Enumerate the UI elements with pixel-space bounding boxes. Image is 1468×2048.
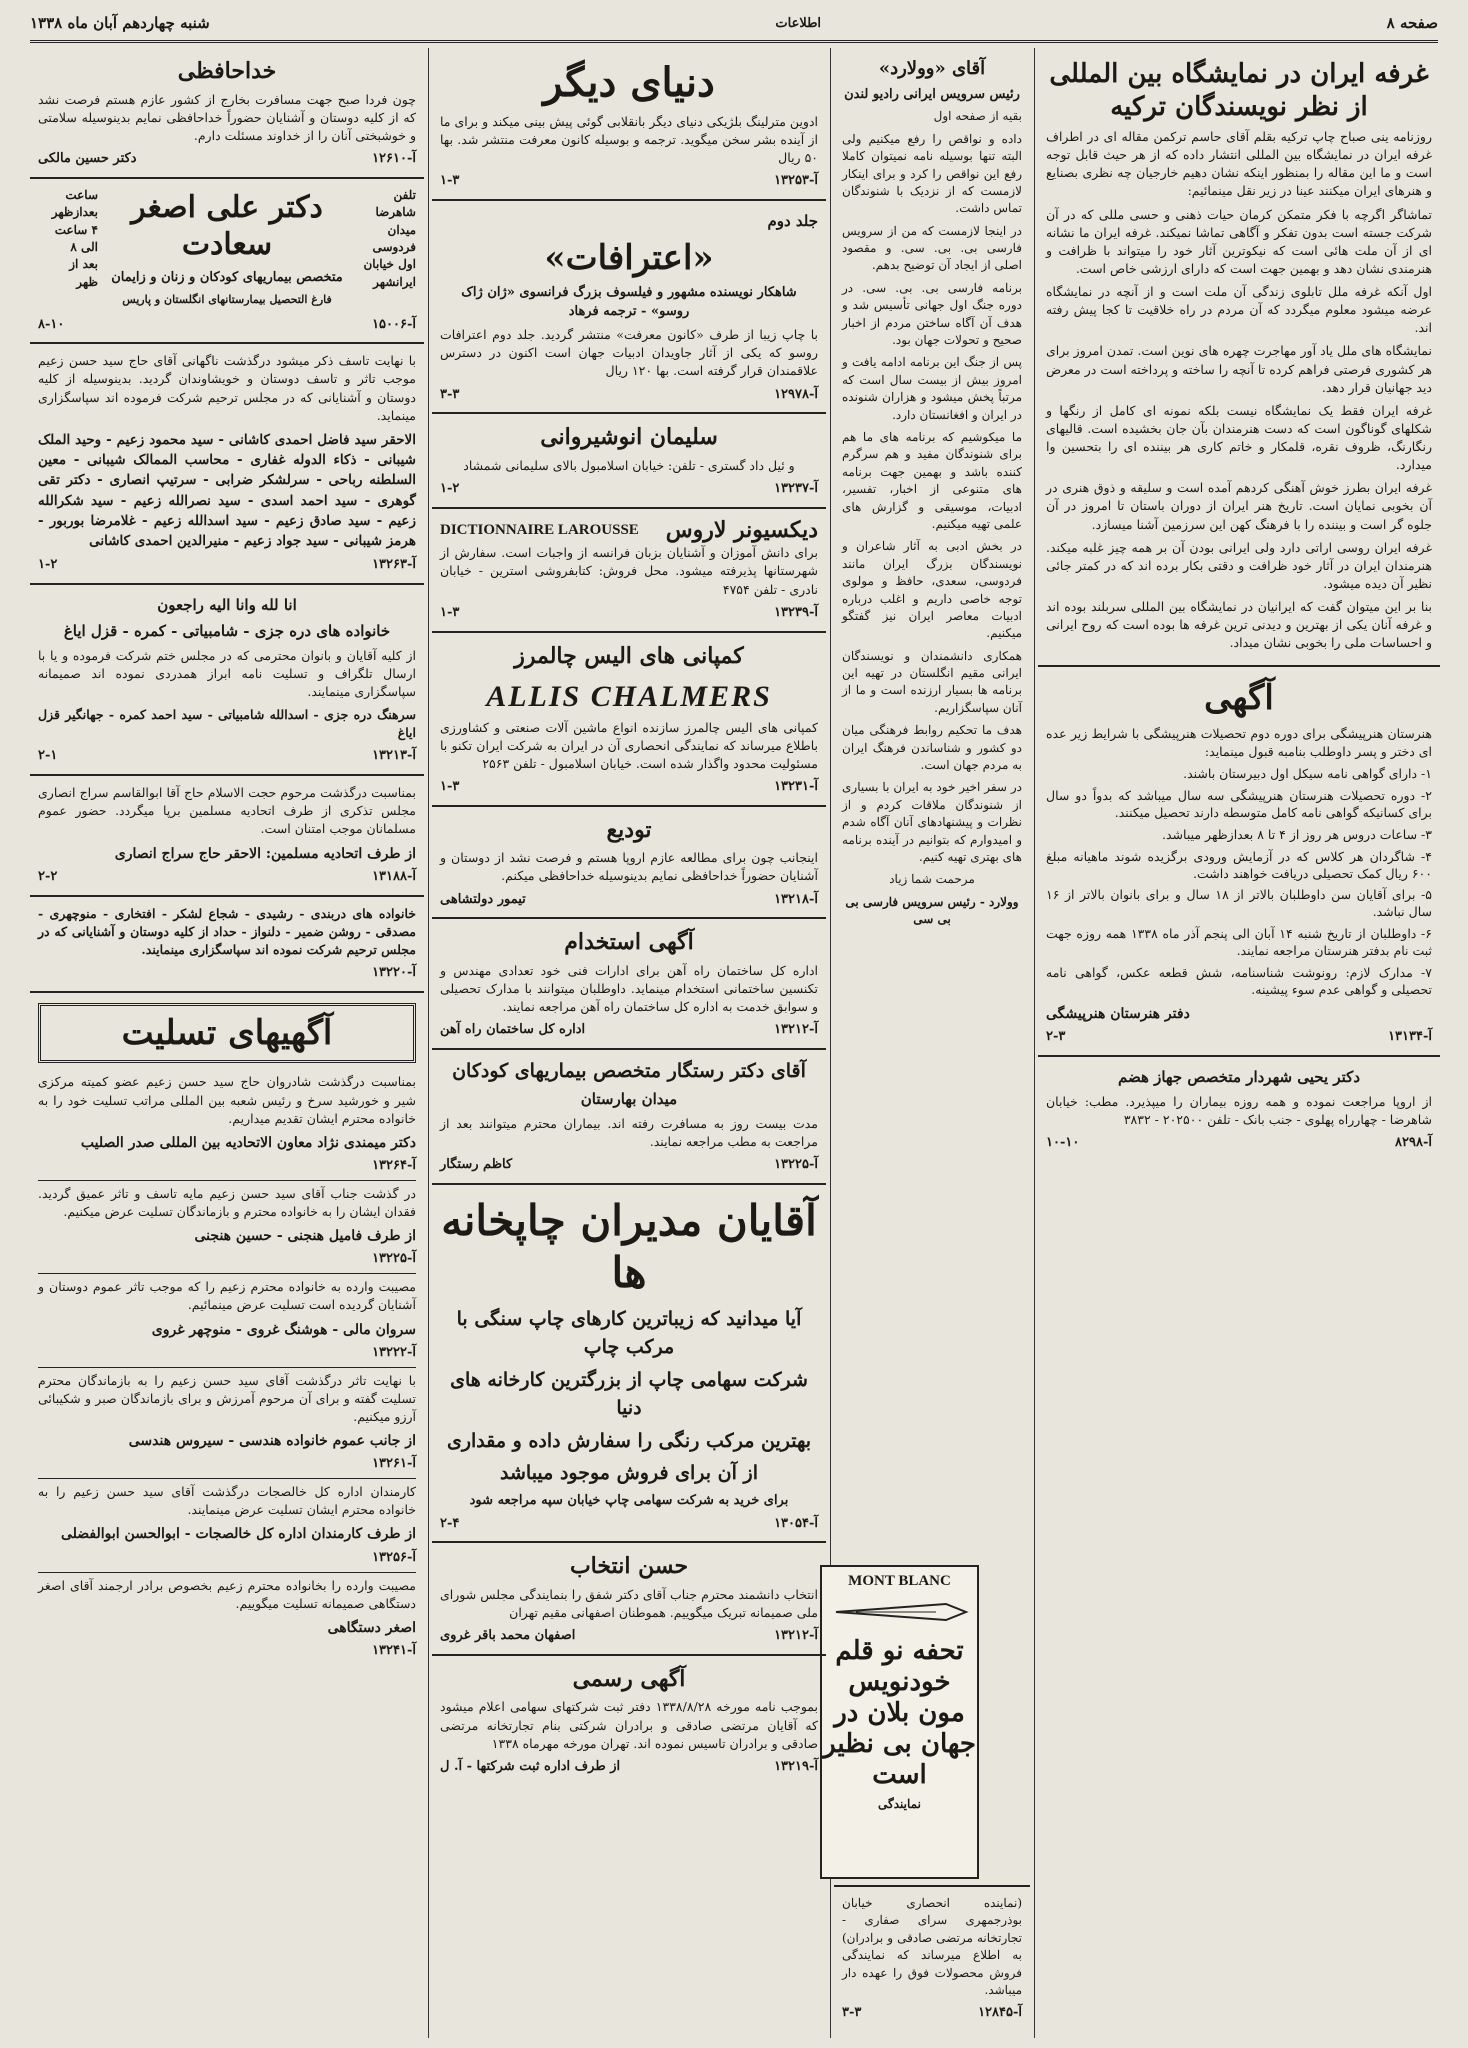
ad-code-row: [440, 172, 818, 191]
ad-body: خانواده های دربندی - رشیدی - شجاع لشکر - افتخاری - منوچهری - مصدقی - روشن ضمیر - دلنواز - حداد از کلیه دوستان و آشنایانی که در مجلس ترحیم شرکت نموده اند سپاسگزاری مینمایند.: [38, 905, 416, 957]
ad-code-row: [38, 868, 416, 887]
ad-code-row: [440, 604, 818, 623]
ad-title: دنیای دیگر: [543, 59, 715, 106]
info-line: شاهرضا: [375, 205, 416, 220]
ad-other-world: [432, 48, 826, 201]
ad-title: آقایان مدیران چاپخانه ها: [441, 1195, 817, 1298]
newspaper-name: اطلاعات: [775, 15, 822, 31]
ad-title: انا لله وانا الیه راجعون: [157, 596, 297, 615]
condolence-item: [38, 1274, 416, 1367]
ad-code-row: [38, 1157, 416, 1176]
condolence-signature: اصغر دستگاهی: [327, 1619, 416, 1636]
ad-body: با چاپ زیبا از طرف «کانون معرفت» منتشر گردید. جلد دوم اعترافات روسو که یکی از آثار جاویدان ادبیات جهان است اکنون در دسترس علاقمندان قرار گرفته است. بها ۱۲۰ ریال: [440, 327, 818, 379]
ad-body: بموجب نامه مورخه ۱۳۳۸/۸/۲۸ دفتر ثبت شرکتهای سهامی اعلام میشود که آقایان مرتضی صادقی و برادران شرکتی بنام تجارتخانه مرتضی صادقی و برادران تاسیس نموده اند. تهران مورخه مهرماه ۱۳۳۸: [440, 1699, 818, 1751]
article-paragraph: بنا بر این میتوان گفت که ایرانیان در نمایشگاه بین المللی سربلند بوده اند و غرفه آنان یکی از بهترین و دیدنی ترین غرفه ها بوده است که روح ایرانی و احساسات ملی را بخوبی نشان میداد.: [1046, 599, 1432, 651]
ad-allis-chalmers: [432, 633, 826, 807]
ad-title: سلیمان انوشیروانی: [540, 424, 718, 451]
article-paragraph: در اینجا لازمست که من از سرویس فارسی بی. بی. سی. و مقصود اصلی از ایجاد آن توضیح بدهم.: [842, 223, 1022, 273]
ad-ref: ۱-۳: [440, 778, 460, 794]
ad-farewell: [432, 807, 826, 920]
ad-signature: تیمور دولتشاهی: [440, 891, 526, 907]
ad-code: آ-۱۳۲۱۸: [774, 891, 818, 907]
ad-code-row: [440, 1515, 818, 1534]
ad-code-row: [440, 1627, 818, 1646]
doctor-name: دکتر یحیی شهردار متخصص جهاز هضم: [1118, 1067, 1360, 1086]
article-paragraph: غرفه ایران بطرز خوش آهنگی کردهم آمده است و سلیقه و ذوق هنری در آن بخوبی نمایان است. تاریخ هنر ایران از دوران باستان تا امروز در آن جلوه گر است و بیننده را با فرهنگ کهن این سرزمین آشنا میسازد.: [1046, 480, 1432, 532]
article-paragraph: بقیه از صفحه اول: [933, 109, 1022, 124]
ad-body: چون فردا صبح جهت مسافرت بخارج از کشور عازم هستم فرصت نشد که از کلیه دوستان و آشنایان حضوراً خداحافظی نمایم بدینوسیله سلامتی و خوشبختی آنان را از خداوند مسئلت دارم.: [38, 91, 416, 143]
article-closing: مرحمت شما زیاد: [889, 872, 975, 887]
ad-intro: هنرستان هنرپیشگی برای دوره دوم تحصیلات هنرپیشگی با شرایط زیر عده ای دختر و پسر داوطلب بنامبه قبول مینماید:: [1046, 725, 1432, 759]
ad-item: ۱- دارای گواهی نامه سیکل اول دبیرستان باشند.: [1183, 766, 1432, 782]
doctor-specialty: متخصص بیماریهای کودکان و زنان و زایمان: [111, 269, 343, 285]
ad-ref: ۱۰-۱۰: [1046, 1134, 1080, 1150]
section-title: آگهیهای تسلیت: [121, 1012, 333, 1053]
ad-title: آگهی: [1204, 678, 1274, 719]
ad-title: حسن انتخاب: [569, 1553, 689, 1580]
ad-doctor-saadat: [30, 179, 424, 345]
ad-larousse: [432, 509, 826, 633]
issue-date: شنبه چهاردهم آبان ماه ۱۳۳۸: [30, 14, 210, 32]
info-line: ایرانشهر: [373, 274, 416, 289]
ad-code-row: [38, 1344, 416, 1363]
ad-mourning-families: [30, 585, 424, 776]
column-3: [432, 48, 826, 2038]
condolence-item: [38, 1181, 416, 1274]
ad-families-thanks: [30, 897, 424, 993]
ad-code: آ-۱۳۲۴۱: [372, 1643, 416, 1659]
ad-item: ۷- مدارک لازم: رونوشت شناسنامه، شش قطعه عکس، گواهی نامه تحصیلی و گواهی عدم سوء پیشینه.: [1046, 964, 1432, 997]
article-title: آقای «وولارد»: [878, 58, 986, 79]
ad-title-latin: ALLIS CHALMERS: [486, 680, 772, 714]
ad-code-row: [440, 891, 818, 910]
ad-line: بهترین مرکب رنگی را سفارش داده و مقداری: [446, 1429, 812, 1452]
ad-ref: ۲-۴: [440, 1515, 460, 1531]
ad-title: تودیع: [606, 816, 652, 843]
ad-ref: ۳-۳: [842, 2005, 862, 2021]
ad-code-row: [440, 386, 818, 405]
ad-agency-box: [834, 1885, 1030, 2031]
doctor-subtitle: فارغ التحصیل بیمارستانهای انگلستان و پاریس: [122, 292, 332, 306]
article-paragraph: غرفه ایران روسی اراتی دارد ولی ایرانی بودن آن بر همه چیز غلبه میکند. هنرمندان ایران در آثار خود ظرافت و دقتی بکار برده اند که در کمتر جائی نظیر آن دیده میشود.: [1046, 539, 1432, 591]
ad-code-row: [38, 1642, 416, 1661]
info-line: ظهر: [76, 274, 98, 289]
ad-code: آ-۱۳۲۱۲: [774, 1628, 818, 1644]
ad-ref: ۳-۳: [440, 386, 460, 402]
ad-code: آ-۱۳۲۱۲: [774, 1022, 818, 1038]
ad-acting-school: [1038, 667, 1440, 1056]
ad-code-row: [440, 1156, 818, 1175]
condolence-header: [38, 1003, 416, 1064]
article-subtitle: رئیس سرویس ایرانی رادیو لندن: [844, 86, 1020, 102]
ad-line: از آن برای فروش موجود میباشد: [500, 1462, 758, 1485]
article-paragraph: پس از جنگ این برنامه ادامه یافت و امروز بیش از بیست سال است که مرتباً پخش میشود و هزاران شنونده در ایران و افغانستان دارد.: [842, 355, 1022, 422]
pen-slogan: تحفه نو قلم خودنویس مون بلان در جهان بی نظیر است: [823, 1635, 976, 1791]
ad-title: آقای دکتر رستگار متخصص بیماریهای کودکان: [452, 1060, 806, 1083]
condolence-body: مصیبت وارده را بخانواده محترم زعیم بخصوص برادر ارجمند آقای اصغر دستگاهی صمیمانه تسلیت میگوییم.: [38, 1577, 416, 1611]
ad-hiring: [432, 919, 826, 1050]
ad-code: آ-۱۲۹۷۸: [774, 386, 818, 402]
info-line: بعد از: [69, 257, 98, 272]
ad-ref: ۸-۱۰: [38, 316, 65, 332]
ad-code-row: [38, 1455, 416, 1474]
ad-code: آ-۱۳۱۳۴: [1388, 1028, 1432, 1044]
ad-code: آ-۱۲۸۴۵: [978, 2005, 1022, 2021]
column-4: [30, 48, 424, 2038]
ad-title: «اعترافات»: [544, 237, 714, 278]
ad-item: ۶- داوطلبان از تاریخ شنبه ۱۴ آبان الی پنجم آذر ماه ۱۳۳۸ همه روزه جهت ثبت نام بدفتر هنرستان مراجعه نمایند.: [1046, 926, 1432, 958]
ad-code-row: [38, 1250, 416, 1269]
ad-body: از کلیه آقایان و بانوان محترمی که در مجلس ختم شرکت فرموده و یا با ارسال تلگراف و تسلیت نامه ابراز همدردی نموده اند صمیمانه سپاسگزاری مینمایند.: [38, 647, 416, 699]
ad-volume: جلد دوم: [767, 212, 818, 231]
ad-body: بمناسبت درگذشت مرحوم حجت الاسلام حاج آقا ابوالقاسم سراج انصاری مجلس تذکری از طرف اتحادیه مسلمین برپا میگردد. حضور عموم مسلمانان موجب امتنان است.: [38, 785, 416, 837]
article-exhibit: [1038, 48, 1440, 667]
condolence-signature: از طرف کارمندان اداره کل خالصجات - ابوالحسن ابوالفضلی: [60, 1526, 416, 1543]
ad-title-latin: DICTIONNAIRE LAROUSSE: [440, 521, 639, 538]
ad-code: آ-۱۳۲۳۷: [774, 481, 818, 496]
ad-good-choice: [432, 1543, 826, 1656]
ad-names: الاحقر سید فاضل احمدی کاشانی - سید محمود زعیم - وحید الملک شیبانی - ذکاء الدوله غفاری - محاسب الممالک شیبانی - معین السلطنه رباحی - سرلشکر ضرابی - سرتیپ انصاری - دکتر تقی گوهری - سید احمد اسدی - سید نصرالله زعیم - سید شکرالله زعیم - سید صادق زعیم - سید اسدالله زعیم - غلامرضا بوربور - هرمز شیبانی - سید جواد زعیم - منیرالدین احمدی کاشانی: [38, 431, 416, 550]
ad-code: آ-۸۲۹۸: [1395, 1134, 1432, 1150]
condolence-signature: از طرف فامیل هنجنی - حسین هنجنی: [194, 1228, 416, 1245]
ad-code-row: [38, 150, 416, 169]
ad-code: آ-۱۳۲۲۲: [372, 1344, 416, 1360]
ad-code-row: [842, 2004, 1022, 2023]
ad-title: کمپانی های الیس چالمرز: [514, 642, 744, 669]
ad-subtitle: خانواده های دره جزی - شامبیاتی - کمره - قزل ایاغ: [63, 621, 391, 640]
ad-signature: کاظم رستگار: [440, 1156, 513, 1172]
ad-item: ۴- شاگردان هر کلاس که در آزمایش ورودی برگزیده شوند ماهیانه مبلغ ۶۰۰ ریال کمک تحصیلی دریافت خواهند داشت.: [1046, 848, 1432, 881]
ad-signature: دفتر هنرستان هنرپیشگی: [1046, 1005, 1190, 1022]
ad-code-row: [440, 778, 818, 797]
ad-item: ۲- دوره تحصیلات هنرستان هنرپیشگی سه سال میباشد که بدواً دو سال برای کسانیکه گواهی نامه کامل متوسطه دارند تحصیل میکنند.: [1046, 788, 1432, 820]
ad-body: اداره کل ساختمان راه آهن برای ادارات فنی خود تعدادی مهندس و تکنسین ساختمانی استخدام مینماید. داوطلبان میتوانند با مدارک تحصیلی و سوابق خدمت به اداره کل ساختمان راه آهن مراجعه نمایند.: [440, 962, 818, 1015]
article-paragraph: در سفر اخیر خود به ایران با بسیاری از شنوندگان ملاقات کردم و از نظرات و پیشنهادهای آنان آگاه شدم و امیدوارم که بتوانیم در آینده برنامه های بهتری تهیه کنیم.: [842, 780, 1022, 864]
ad-anushirvani: [432, 414, 826, 508]
ad-body: و ئیل داد گستری - تلفن: خیابان اسلامبول بالای سلیمانی شمشاد: [463, 457, 795, 473]
ad-confessions: [432, 201, 826, 414]
ad-signature: از طرف اتحادیه مسلمین: الاحقر حاج سراج انصاری: [114, 845, 416, 862]
ad-body: ادوین مترلینگ بلژیکی دنیای دیگر بانقلابی گوئی پیش بینی میکند و برای ما از آینده بشر سخن میگوید. ترجمه و بوسیله کانون معرفت منتشر شد. بها ۵۰ ریال: [440, 114, 818, 166]
ad-title-row: [440, 517, 818, 545]
ad-code-row: [38, 1549, 416, 1568]
info-line: تلفن: [393, 187, 416, 202]
ad-pediatrician: [432, 1050, 826, 1185]
ad-code-row: [1046, 1134, 1432, 1153]
ad-code-row: [38, 556, 416, 575]
ad-code: آ-۱۳۲۱۹: [774, 1758, 818, 1774]
ad-signature: اداره کل ساختمان راه آهن: [440, 1022, 586, 1038]
column-1: [1038, 48, 1440, 2038]
condolence-signature: دکتر میمندی نژاد معاون الاتحادیه بین المللی صدر الصلیب: [80, 1134, 416, 1151]
article-paragraph: هدف ما تحکیم روابط فرهنگی میان دو کشور و شناساندن فرهنگ ایران به مردم جهان است.: [842, 723, 1022, 773]
ad-doctor-shahrdar: [1038, 1057, 1440, 1161]
ad-code: آ-۱۳۲۲۵: [372, 1251, 416, 1267]
condolence-item: [38, 1368, 416, 1480]
info-line: بعدازظهر: [51, 205, 98, 220]
pen-icon: [826, 1592, 977, 1632]
ad-code: آ-۱۳۲۶۳: [372, 557, 416, 573]
ad-code: آ-۱۳۲۶۱: [372, 1456, 416, 1472]
ad-body: انتخاب دانشمند محترم جناب آقای دکتر شفق را بنمایندگی مجلس شورای ملی صمیمانه تبریک میگوییم. هموطنان اصفهانی مقیم تهران: [440, 1586, 818, 1620]
ad-code: آ-۱۳۲۳۹: [774, 604, 818, 620]
ad-item: ۵- برای آقایان سن داوطلبان بالاتر از ۱۸ سال و برای بانوان بالاتر از ۱۶ سال نباشد.: [1046, 887, 1433, 920]
ad-code-row: [1046, 1028, 1432, 1047]
ad-footer: برای خرید به شرکت سهامی چاپ خیابان سپه مراجعه شود: [469, 1492, 789, 1508]
ad-ref: ۲-۳: [1046, 1028, 1066, 1044]
article-paragraph: غرفه ایران فقط یک نمایشگاه نیست بلکه نمونه ای کامل از رنگها و شکلهای گوناگون است که دست هنرمندان بآن جان بخشیده است. قالیهای رنگارنگ، ظروف نقره، قلمکار و خاتم کاری هر بیننده ای را بتحسین وا میدارد.: [1046, 402, 1432, 473]
condolence-signature: سروان مالی - هوشنگ غروی - منوچهر غروی: [151, 1321, 416, 1338]
ad-ref: ۱-۲: [440, 481, 460, 496]
ad-ref: ۱-۳: [440, 173, 460, 189]
column-rule: [428, 48, 429, 2038]
masthead: [30, 6, 1438, 43]
ad-body: با نهایت تاسف ذکر میشود درگذشت ناگهانی آقای حاج سید حسن زعیم موجب تاثر و تاسف دوستان و خویشاوندان گردید. بدینوسیله از کلیه دوستان و آشنایانی که در مجلس ترحیم شرکت فرموده اند سپاسگزاری مینماید.: [38, 353, 416, 423]
ad-signature: از طرف اداره ثبت شرکتها - آ. ل: [440, 1758, 621, 1774]
article-paragraph: نمایشگاه های ملل یاد آور مهاجرت چهره های نوین است. تمدن امروز برای هر کشوری فرصتی فراهم کرده تا آنچه را ساخته و پرداخته است در معرض دید جهانیان قرار دهد.: [1046, 343, 1432, 395]
ad-code: آ-۱۳۰۵۴: [774, 1515, 818, 1531]
ad-code: آ-۱۵۰۰۶: [372, 316, 416, 332]
ad-code-row: [38, 316, 416, 335]
article-paragraph: همکاری دانشمندان و نویسندگان ایرانی مقیم انگلستان در تهیه این برنامه ها بسیار ارزنده است و ما از آنان سپاسگزاریم.: [842, 648, 1022, 715]
doctor-name: دکتر علی اصغر سعادت: [131, 189, 323, 263]
ad-ref: ۲-۱: [38, 748, 58, 764]
doctor-hours: [38, 187, 98, 312]
condolence-body: بمناسبت درگذشت شادروان حاج سید حسن زعیم عضو کمیته مرکزی شیر و خورشید سرخ و رئیس شعبه بین المللی مراتب تسلیت خود را به خانواده محترم ایشان تقدیم میداریم.: [38, 1074, 416, 1126]
ad-code: آ-۱۳۲۶۴: [372, 1158, 416, 1174]
pen-footer: نمایندگی: [878, 1797, 921, 1812]
ad-agency: [834, 1885, 1030, 2035]
ad-author: شاهکار نویسنده مشهور و فیلسوف بزرگ فرانسوی «ژان ژاک روسو» - ترجمه فرهاد: [461, 285, 797, 320]
ad-code-row: [440, 480, 818, 499]
ad-item: ۳- ساعات دروس هر روز از ۴ تا ۸ بعدازظهر میباشد.: [1162, 826, 1432, 842]
ad-code-row: [38, 964, 416, 983]
article-title: غرفه ایران در نمایشگاه بین المللی از نظر نویسندگان ترکیه: [1049, 59, 1429, 122]
condolence-body: در گذشت جناب آقای سید حسن زعیم مایه تاسف و تاثر عمیق گردید. فقدان ایشان را به خانواده محترم و بازماندگان تسلیت عرض میکنیم.: [38, 1185, 416, 1220]
condolence-body: کارمندان اداره کل خالصجات درگذشت آقای سید حسن زعیم را به خانواده محترم ایشان تسلیت عرض مینمایند.: [38, 1484, 416, 1518]
condolence-body: با نهایت تاثر درگذشت آقای سید حسن زعیم را به بازماندگان محترم تسلیت گفته و برای آن مرحوم آمرزش و برای بازماندگان صبر و شکیبائی آرزو میکنیم.: [38, 1372, 416, 1424]
info-line: الی ۸: [70, 239, 98, 254]
info-line: اول خیابان: [363, 257, 416, 272]
ad-ref: ۱-۳: [440, 604, 460, 620]
ad-body: کمپانی های الیس چالمرز سازنده انواع ماشین آلات صنعتی و کشاورزی باطلاع میرساند که نمایندگی انحصاری آن در ایران به شرکت ایران تکنو با مسئولیت محدود واگذار شده است. خیابان اسلامبول - تلفن ۲۵۶۳: [440, 719, 818, 771]
ad-subtitle: میدان بهارستان: [580, 1089, 678, 1108]
ad-code-row: [440, 1758, 818, 1777]
ad-body: اینجانب چون برای مطالعه عازم اروپا هستم و فرصت نشد از دوستان و آشنایان حضوراً خداحافظی نمایم بدینوسیله خداحافظی میکنم.: [440, 850, 818, 884]
info-line: فردوسی: [372, 239, 416, 254]
ad-code: آ-۱۲۶۱۰: [372, 150, 416, 166]
info-line: میدان: [387, 222, 416, 237]
page-label: صفحه ۸: [1386, 14, 1438, 32]
ad-official: [432, 1656, 826, 1785]
article-paragraph: در بخش ادبی به آثار شاعران و نویسندگان بزرگ ایران مانند فردوسی، سعدی، حافظ و مولوی توجه خاصی داریم و اغلب درباره ادبیات معاصر ایران نیز گفتگو میکنیم.: [842, 539, 1022, 641]
ad-thanks-zaeim: [30, 344, 424, 585]
ad-code-row: [440, 1021, 818, 1040]
info-line: ساعت: [65, 187, 98, 202]
info-line: ۴ ساعت: [54, 222, 98, 237]
ad-ref: ۱-۲: [38, 557, 58, 573]
article-paragraph: روزنامه ینی صباح چاپ ترکیه بقلم آقای حاسم ترکمن مقاله ای در اطراف غرفه ایران در نمایشگاه بین المللی انتشار داده که از هر حیث قابل توجه است و ما این مقاله را بمنظور اینکه نشان دهیم خارجیان چه نظری بصنایع و هنرهای ایران میکنند عینا در زیر نقل مینمائیم:: [1046, 129, 1432, 199]
ad-title: خداحافظی: [177, 58, 277, 84]
pen-brand: MONT BLANC: [848, 1573, 951, 1589]
condolence-item: [38, 1573, 416, 1665]
column-rule: [1034, 48, 1035, 2038]
article-paragraph: داده و نواقص را رفع میکنیم ولی البته تنها بوسیله نامه نمیتوان کاملا رفع این نواقص را کرد و برای اینکار لازمست که از نزدیک با شنوندگان تماس داشت.: [842, 131, 1022, 216]
article-paragraph: تماشاگر اگرچه با فکر متمکن کرمان حیات ذهنی و حسی مللی که در آن شرکت جسته است بدون تفکر و آگاهی تماشا نمیکند. غرفه ایران ما نشانه ای از آن ملت هائی است که نیکوترین آثار خود را میتواند با ظرافت و هنرمندی نشان دهد و بهمین جهت است که دارای ارزشی خاص است.: [1046, 206, 1432, 276]
article-paragraph: ما میکوشیم که برنامه های ما هم برای شنوندگان مفید و هم سرگرم کننده باشد و بهمین جهت برنامه های متنوعی از اخبار، تفسیر، ادبیات، موسیقی و گزارش های علمی تهیه میکنیم.: [842, 429, 1022, 531]
ad-code: آ-۱۳۲۵۶: [372, 1549, 416, 1565]
condolence-section: [30, 993, 424, 1673]
ad-code-row: [38, 747, 416, 766]
ad-title: آگهی استخدام: [564, 929, 694, 956]
condolence-signature: از جانب عموم خانواده هندسی - سیروس هندسی: [128, 1433, 416, 1450]
ad-printers: [432, 1185, 826, 1544]
article-woolard: [834, 48, 1030, 942]
ad-body: (نماینده انحصاری خیابان بوذرجمهری سرای صفاری - تجارتخانه مرتضی صادقی و برادران) به اطلاع میرساند که نمایندگی فروش محصولات فوق را عهده دار میباشد.: [842, 1896, 1022, 1997]
ad-code: آ-۱۳۲۳۱: [774, 778, 818, 794]
ad-code: آ-۱۳۲۵۳: [774, 173, 818, 189]
ad-goodbye: [30, 48, 424, 179]
doctor-main: [104, 187, 350, 312]
article-paragraph: اول آنکه غرفه ملل تابلوی زندگی آن ملت است و از آنچه در نمایشگاه عرضه میشود معلوم میگردد که آن مردم در راه خلاقیت تا کجا پیش رفته اند.: [1046, 284, 1432, 336]
ad-signature: اصفهان محمد باقر غروی: [440, 1628, 576, 1644]
ad-title: دیکسیونر لاروس: [665, 516, 818, 543]
ad-code: آ-۱۳۲۲۵: [774, 1156, 818, 1172]
ad-code: آ-۱۳۲۱۳: [372, 748, 416, 764]
ad-names: سرهنگ دره جزی - اسدالله شامبیاتی - سید احمد کمره - جهانگیر قزل ایاغ: [38, 707, 416, 741]
condolence-item: [38, 1069, 416, 1181]
doctor-address: [356, 187, 416, 312]
condolence-body: مصیبت وارده به خانواده محترم زعیم را که موجب تاثر عموم دوستان و آشنایان گردیده است تسلیت عرض مینمائیم.: [38, 1279, 416, 1313]
ad-mont-blanc: [820, 1565, 979, 1879]
ad-ansari: [30, 776, 424, 897]
doctor-card: [38, 187, 416, 312]
ad-body: برای دانش آموزان و آشنایان بزبان فرانسه از واجبات است. سفارش از شهرستانها پذیرفته میشود. محل فروش: کتابفروشی استرین - خیابان نادری - تلفن ۴۷۵۴: [440, 545, 818, 597]
article-paragraph: برنامه فارسی بی. بی. سی. در دوره جنگ اول جهانی تأسیس شد و هدف آن آگاه ساختن مردم از اخبار صحیح و تحولات جهان بود.: [842, 280, 1022, 348]
ad-code: آ-۱۳۱۸۸: [372, 868, 416, 884]
ad-line: آیا میدانید که زیباترین کارهای چاپ سنگی با مرکب چاپ: [456, 1307, 802, 1359]
doctor-info: از اروپا مراجعت نموده و همه روزه بیماران را میپذیرد. مطب: خیابان شاهرضا - چهارراه پهلوی - جنب بانک - تلفن ۲۰۲۵۰۰ - ۳۸۳۲: [1046, 1093, 1432, 1127]
article-author: وولارد - رئیس سرویس فارسی بی بی سی: [845, 894, 1019, 927]
ad-code: آ-۱۳۲۲۰: [372, 965, 416, 981]
ad-signature: دکتر حسین مالکی: [38, 150, 137, 166]
ad-ref: ۲-۲: [38, 868, 58, 884]
ad-title: آگهی رسمی: [572, 1665, 686, 1692]
ad-line: شرکت سهامی چاپ از بزرگترین کارخانه های دنیا: [450, 1368, 808, 1420]
condolence-item: [38, 1479, 416, 1572]
ad-body: مدت بیست روز به مسافرت رفته اند. بیماران محترم میتوانند بعد از مراجعت به مطب مراجعه نمایند.: [440, 1115, 818, 1149]
